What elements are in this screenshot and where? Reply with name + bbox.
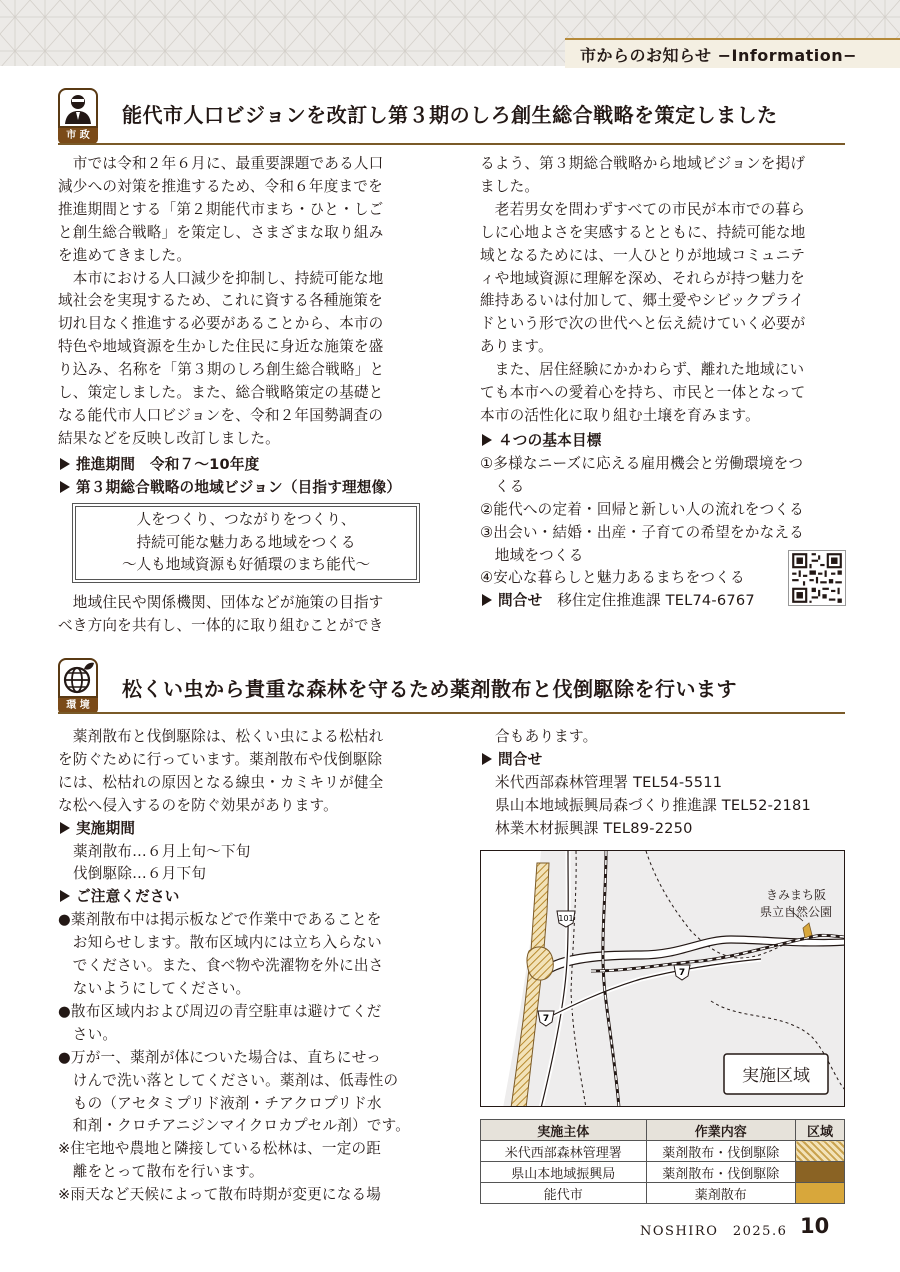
goals-heading: ４つの基本目標 (498, 432, 602, 449)
section1-right-column (480, 153, 850, 428)
body-text-line: し、策定しました。また、総合戦略策定の基礎と (58, 384, 384, 402)
body-text-line: を防ぐために行っています。薬剤散布や伐倒駆除 (58, 750, 383, 768)
section1-left-after (58, 592, 428, 638)
section2-contact-label: 問合せ (498, 750, 543, 768)
legend-swatch (796, 1141, 845, 1162)
legend-entity: 米代西部森林管理署 (481, 1141, 647, 1162)
period-heading: 実施期間 (76, 819, 136, 837)
contact-line: 県山本地域振興局森づくり推進課 TEL52-2181 (495, 796, 811, 814)
caution-line: けんで洗い落としてください。薬剤は、低毒性の (58, 1071, 399, 1089)
legend-work: 薬剤散布 (646, 1183, 796, 1204)
area-label: 実施区域 (742, 1066, 810, 1086)
caution-line: ※住宅地や農地と隣接している松林は、一定の距 (58, 1140, 382, 1158)
legend-entity: 能代市 (481, 1183, 647, 1204)
body-text-line: 推進期間とする「第２期能代市まち・ひと・しご (58, 200, 384, 218)
caution-line: さい。 (58, 1025, 118, 1043)
section1-period-block (58, 454, 401, 500)
body-text-line: な松へ侵入するのを防ぐ効果があります。 (58, 796, 338, 814)
section1-vision-heading: 第３期総合戦略の地域ビジョン（目指す理想像） (76, 478, 402, 496)
body-text-line: 減少への対策を推進するため、令和６年度までを (58, 177, 383, 195)
goal-line: ②能代への定着・回帰と新しい人の流れをつくる (480, 500, 804, 518)
period-line: 薬剤散布…６月上旬～下旬 (73, 842, 251, 860)
body-text-line: 地域住民や関係機関、団体などが施策の目指す (58, 594, 384, 611)
section1-period: 推進期間 令和７～10年度 (76, 456, 260, 473)
body-text-line: ィや地域資源に理解を深め、それらが持つ魅力を (480, 269, 805, 287)
contact-line: 林業木材振興課 TEL89-2250 (495, 819, 693, 837)
triangle-bullet-icon (482, 594, 492, 606)
legend-work: 薬剤散布・伐倒駆除 (646, 1141, 796, 1162)
area-map-graphic (481, 851, 845, 1107)
official-person-icon (60, 90, 96, 126)
body-text-line: 本市の活性化に取り組む土壌を育みます。 (480, 406, 760, 424)
caution-line: ※雨天など天候によって散布時期が変更になる場 (58, 1186, 382, 1204)
section1-rule (58, 143, 845, 145)
qr-code[interactable] (788, 550, 846, 606)
section1-contact-label: 問合せ (498, 592, 543, 610)
page-number: 10 (800, 1214, 830, 1238)
route-7-label-west: 7 (542, 1014, 550, 1024)
body-text-line: と創生総合戦略」を策定し、さまざまな取り組み (58, 223, 384, 241)
goal-line: くる (480, 477, 525, 495)
body-text-line: を進めてきました。 (58, 246, 192, 264)
vision-line: 人をつくり、つながりをつくり、 (136, 511, 356, 529)
triangle-bullet-icon (60, 822, 70, 834)
section1-goals-block (480, 430, 804, 613)
caution-line: もの（アセタミプリド液剤・チアクロプリド水 (58, 1094, 382, 1112)
caution-line: 離をとって散布を行います。 (58, 1163, 264, 1181)
legend-row (481, 1183, 845, 1204)
section2-title: 松くい虫から貴重な森林を守るため薬剤散布と伐倒駆除を行います (122, 677, 737, 701)
goal-line: ③出会い・結婚・出産・子育ての希望をかなえる (480, 523, 804, 541)
section2-rule (58, 712, 845, 714)
section2-right-first: 合もあります。 (495, 728, 598, 745)
legend-row (481, 1162, 845, 1183)
legend-header-work: 作業内容 (646, 1120, 796, 1141)
goal-line: ④安心な暮らしと魅力あるまちをつくる (480, 569, 745, 587)
triangle-bullet-icon (482, 753, 492, 765)
section2-left-column (58, 726, 428, 1207)
triangle-bullet-icon (482, 434, 492, 446)
legend-header-entity: 実施主体 (481, 1120, 647, 1141)
route-7-sign-east (674, 965, 690, 980)
body-text-line: 老若男女を問わずすべての市民が本市での暮ら (480, 200, 806, 218)
legend-table (480, 1119, 845, 1204)
body-text-line: ドという形で次の世代へと伝え続けていく必要が (480, 315, 806, 333)
body-text-line: なる能代市人口ビジョンを、令和２年国勢調査の (58, 406, 384, 424)
legend-row (481, 1141, 845, 1162)
park-label-2: 県立自然公園 (759, 905, 833, 919)
goal-line: ①多様なニーズに応える雇用機会と労働環境をつ (480, 454, 804, 472)
body-text-line: 維持あるいは付加して、郷土愛やシビックプライ (480, 292, 805, 310)
caution-line: ●散布区域内および周辺の青空駐車は避けてくだ (58, 1002, 382, 1020)
caution-line: お知らせします。散布区域内には立ち入らない (58, 934, 382, 952)
body-text-line: べき方向を共有し、一体的に取り組むことができ (58, 616, 384, 634)
section1-title: 能代市人口ビジョンを改訂し第３期のしろ創生総合戦略を策定しました (122, 103, 778, 127)
globe-leaf-icon (60, 660, 96, 696)
route-101-label: 101 (558, 914, 574, 923)
body-text-line: ました。 (480, 177, 540, 195)
legend-entity: 県山本地域振興局 (481, 1162, 647, 1183)
section1-left-column (58, 153, 428, 451)
legend-swatch (796, 1162, 845, 1183)
body-text-line: あります。 (480, 338, 553, 356)
area-map (480, 850, 845, 1107)
section1-contact: 移住定住推進課 TEL74-6767 (557, 592, 755, 610)
vision-line: ～人も地域資源も好循環のまち能代～ (121, 556, 371, 574)
route-7-label-east: 7 (678, 968, 686, 978)
body-text-line: ても本市への愛着心を持ち、市民と一体となって (480, 384, 806, 402)
qr-code-graphic (789, 551, 845, 605)
contact-line: 米代西部森林管理署 TEL54-5511 (495, 773, 723, 791)
triangle-bullet-icon (60, 890, 70, 902)
triangle-bullet-icon (60, 458, 70, 470)
body-text-line: 域社会を実現するため、これに資する各種施策を (58, 292, 383, 310)
legend-header-area: 区域 (796, 1120, 845, 1141)
info-tab: 市からのお知らせ −Information− (565, 38, 900, 68)
period-line: 伐倒駆除…６月下旬 (73, 865, 207, 883)
body-text-line: 市では令和２年６月に、最重要課題である人口 (58, 155, 384, 172)
legend-swatch (796, 1183, 845, 1204)
body-text-line: 薬剤散布と伐倒駆除は、松くい虫による松枯れ (58, 728, 384, 745)
section1-category-label: 市 政 (58, 128, 98, 144)
caution-line: ないようにしてください。 (58, 979, 251, 997)
caution-line: ●万が一、薬剤が体についた場合は、直ちにせっ (58, 1048, 382, 1066)
section2-category-label: 環 境 (58, 698, 98, 714)
section2-right-column (480, 726, 811, 841)
body-text-line: り込み、名称を「第３期のしろ創生総合戦略」と (58, 361, 385, 379)
body-text-line: 特色や地域資源を生かした住民に身近な施策を盛 (58, 338, 384, 356)
legend-work: 薬剤散布・伐倒駆除 (646, 1162, 796, 1183)
route-7-sign-west (538, 1011, 554, 1026)
publication-label: NOSHIRO 2025.6 (640, 1224, 788, 1239)
body-text-line: 結果などを反映し改訂しました。 (58, 429, 280, 447)
goal-line: 地域をつくる (480, 546, 584, 564)
body-text-line: 域となるためには、一人ひとりが地域コミュニテ (480, 246, 806, 264)
caution-heading: ご注意ください (76, 888, 180, 906)
caution-line: 和剤・クロチアニジンマイクロカプセル剤）です。 (58, 1117, 411, 1135)
triangle-bullet-icon (60, 481, 70, 493)
body-text-line: しに心地よさを実感するとともに、持続可能な地 (480, 223, 806, 241)
body-text-line: には、松枯れの原因となる線虫・カミキリが健全 (58, 773, 384, 791)
caution-line: でください。また、食べ物や洗濯物を外に出さ (58, 957, 384, 975)
route-101-sign (557, 911, 575, 927)
body-text-line: るよう、第３期総合戦略から地域ビジョンを掲げ (480, 155, 806, 172)
vision-box (72, 503, 420, 583)
caution-line: ●薬剤散布中は掲示板などで作業中であることを (58, 911, 382, 929)
body-text-line: 本市における人口減少を抑制し、持続可能な地 (58, 269, 384, 287)
park-label-1: きみまち阪 (765, 888, 827, 902)
body-text-line: また、居住経験にかかわらず、離れた地域にい (480, 361, 805, 379)
vision-line: 持続可能な魅力ある地域をつくる (136, 533, 356, 551)
body-text-line: 切れ目なく推進する必要があることから、本市の (58, 315, 384, 333)
